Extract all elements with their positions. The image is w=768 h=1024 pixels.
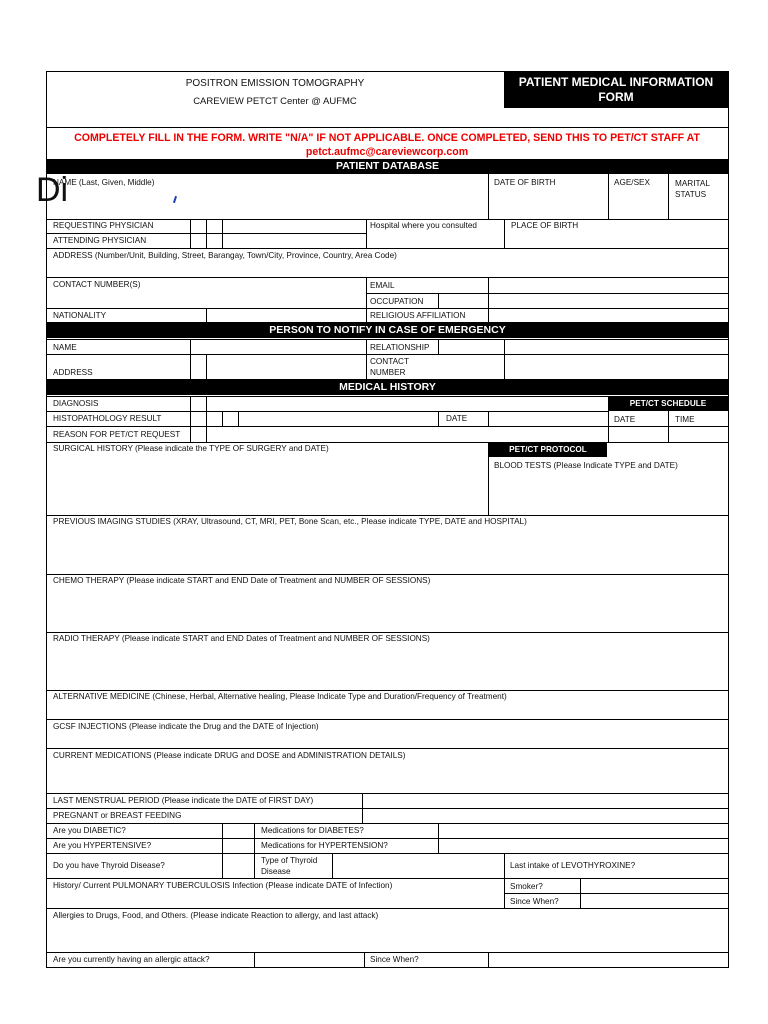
emergency-name-field[interactable]	[191, 340, 365, 353]
label-relationship: RELATIONSHIP	[370, 343, 430, 352]
contact-numbers-field[interactable]	[47, 292, 365, 307]
facility-title: POSITRON EMISSION TOMOGRAPHY	[185, 78, 365, 89]
label-tuberculosis: History/ Current PULMONARY TUBERCULOSIS Infection (Please indicate DATE of Infection)	[53, 881, 393, 890]
age-sex-field[interactable]	[609, 190, 667, 218]
label-smoker-since-when: Since When?	[510, 897, 559, 906]
surgical-history-field[interactable]	[47, 456, 487, 514]
emergency-address-field[interactable]	[207, 355, 365, 378]
diabetic-field[interactable]	[223, 824, 253, 837]
facility-subtitle: CAREVIEW PETCT Center @ AUFMC	[193, 96, 357, 107]
label-alternative-medicine: ALTERNATIVE MEDICINE (Chinese, Herbal, Alternative healing, Please Indicate Type and Duration/Frequency of Treatment)	[53, 692, 507, 701]
instructions: COMPLETELY FILL IN THE FORM. WRITE "N/A" IF NOT APPLICABLE. ONCE COMPLETED, SEND THIS TO PET/CT STAFF AT petct.aufmc@careviewcorp.com	[74, 132, 700, 158]
section-medical-history: MEDICAL HISTORY	[47, 380, 728, 395]
label-allergies: Allergies to Drugs, Food, and Others. (Please indicate Reaction to allergy, and last attack)	[53, 911, 379, 920]
schedule-time-field[interactable]	[669, 427, 727, 441]
label-levothyroxine: Last intake of LEVOTHYROXINE?	[510, 861, 636, 870]
chemotherapy-field[interactable]	[47, 589, 727, 631]
occupation-field[interactable]	[489, 294, 727, 307]
histopathology-date-field[interactable]	[489, 412, 607, 425]
email-field[interactable]	[489, 278, 727, 292]
label-histopathology: HISTOPATHOLOGY RESULT	[53, 414, 162, 423]
label-previous-imaging: PREVIOUS IMAGING STUDIES (XRAY, Ultrasound, CT, MRI, PET, Bone Scan, etc., Please indicate TYPE, DATE and HOSPITAL)	[53, 517, 527, 526]
label-marital-status: MARITAL STATUS	[675, 179, 710, 199]
label-histo-date: DATE	[446, 414, 468, 423]
label-thyroid-disease: Do you have Thyroid Disease?	[53, 861, 165, 870]
relationship-field[interactable]	[505, 340, 727, 353]
religious-affiliation-field[interactable]	[489, 309, 727, 321]
label-schedule-date: DATE	[614, 415, 636, 424]
label-em-address: ADDRESS	[53, 368, 93, 377]
label-pregnant: PREGNANT or BREAST FEEDING	[53, 811, 182, 820]
diabetes-medications-field[interactable]	[439, 824, 727, 837]
label-hypertensive: Are you HYPERTENSIVE?	[53, 841, 152, 850]
gcsf-injections-field[interactable]	[47, 734, 727, 747]
label-hospital-consulted: Hospital where you consulted	[370, 221, 477, 230]
allergic-attack-field[interactable]	[255, 953, 363, 966]
label-diabetic: Are you DIABETIC?	[53, 826, 126, 835]
section-patient-database: PATIENT DATABASE	[47, 159, 728, 174]
label-radiotherapy: RADIO THERAPY (Please indicate START and END Dates of Treatment and NUMBER OF SESSIONS)	[53, 634, 430, 643]
label-name: NAME (Last, Given, Middle)	[53, 178, 155, 187]
date-of-birth-field[interactable]	[489, 190, 607, 218]
allergies-field[interactable]	[47, 923, 727, 951]
label-blood-tests: BLOOD TESTS (Please Indicate TYPE and DATE)	[494, 461, 678, 470]
label-allergic-attack: Are you currently having an allergic attack?	[53, 955, 210, 964]
smoker-since-field[interactable]	[581, 894, 727, 907]
alternative-medicine-field[interactable]	[47, 705, 727, 718]
label-meds-diabetes: Medications for DIABETES?	[261, 826, 364, 835]
physician-field[interactable]	[223, 220, 365, 247]
label-age-sex: AGE/SEX	[614, 178, 650, 187]
label-thyroid-type: Type of Thyroid Disease	[261, 856, 318, 876]
stray-text-overlay: Di	[36, 171, 69, 209]
histopathology-field[interactable]	[239, 412, 437, 425]
label-occupation: OCCUPATION	[370, 297, 424, 306]
label-current-medications: CURRENT MEDICATIONS (Please indicate DRUG and DOSE and ADMINISTRATION DETAILS)	[53, 751, 406, 760]
label-contact-numbers: CONTACT NUMBER(S)	[53, 280, 141, 289]
label-meds-hypertension: Medications for HYPERTENSION?	[261, 841, 388, 850]
section-petct-protocol: PET/CT PROTOCOL	[489, 443, 607, 457]
label-smoker: Smoker?	[510, 882, 543, 891]
label-attending-physician: ATTENDING PHYSICIAN	[53, 236, 147, 245]
current-medications-field[interactable]	[47, 764, 727, 792]
nationality-field[interactable]	[207, 309, 365, 321]
address-field[interactable]	[47, 263, 727, 276]
radiotherapy-field[interactable]	[47, 647, 727, 689]
label-contact-number: CONTACT NUMBER	[370, 357, 409, 377]
previous-imaging-field[interactable]	[47, 530, 727, 573]
label-em-name: NAME	[53, 343, 77, 352]
blood-tests-field[interactable]	[489, 474, 727, 514]
label-schedule-time: TIME	[675, 415, 695, 424]
reason-field[interactable]	[207, 427, 607, 441]
label-diagnosis: DIAGNOSIS	[53, 399, 99, 408]
label-chemotherapy: CHEMO THERAPY (Please indicate START and END Date of Treatment and NUMBER OF SESSIONS)	[53, 576, 431, 585]
schedule-date-field[interactable]	[609, 427, 667, 441]
smoker-field[interactable]	[581, 879, 727, 892]
label-date-of-birth: DATE OF BIRTH	[494, 178, 556, 187]
name-field[interactable]	[47, 190, 487, 218]
label-email: EMAIL	[370, 281, 395, 290]
pregnant-field[interactable]	[363, 809, 727, 822]
label-address-full: ADDRESS (Number/Unit, Building, Street, Barangay, Town/City, Province, Country, Area Code)	[53, 251, 397, 260]
diagnosis-field[interactable]	[207, 397, 607, 410]
emergency-contact-number-field[interactable]	[505, 355, 727, 378]
thyroid-type-field[interactable]	[333, 854, 503, 877]
hypertensive-field[interactable]	[223, 839, 253, 852]
label-requesting-physician: REQUESTING PHYSICIAN	[53, 221, 154, 230]
label-surgical-history: SURGICAL HISTORY (Please indicate the TYPE OF SURGERY and DATE)	[53, 444, 329, 453]
label-lmp: LAST MENSTRUAL PERIOD (Please indicate the DATE of FIRST DAY)	[53, 796, 314, 805]
label-reason: REASON FOR PET/CT REQUEST	[53, 430, 181, 439]
label-place-of-birth: PLACE OF BIRTH	[511, 221, 579, 230]
label-nationality: NATIONALITY	[53, 311, 107, 320]
hypertension-medications-field[interactable]	[439, 839, 727, 852]
label-gcsf-injections: GCSF INJECTIONS (Please indicate the Drug and the DATE of Injection)	[53, 722, 319, 731]
lmp-field[interactable]	[363, 794, 727, 807]
label-attack-since-when: Since When?	[370, 955, 419, 964]
label-religious-affiliation: RELIGIOUS AFFILIATION	[370, 311, 466, 320]
section-emergency-contact: PERSON TO NOTIFY IN CASE OF EMERGENCY	[47, 323, 728, 338]
section-petct-schedule: PET/CT SCHEDULE	[608, 396, 728, 411]
attack-since-field[interactable]	[489, 953, 727, 966]
thyroid-disease-field[interactable]	[223, 854, 253, 877]
form-title: PATIENT MEDICAL INFORMATION FORM	[518, 75, 714, 104]
